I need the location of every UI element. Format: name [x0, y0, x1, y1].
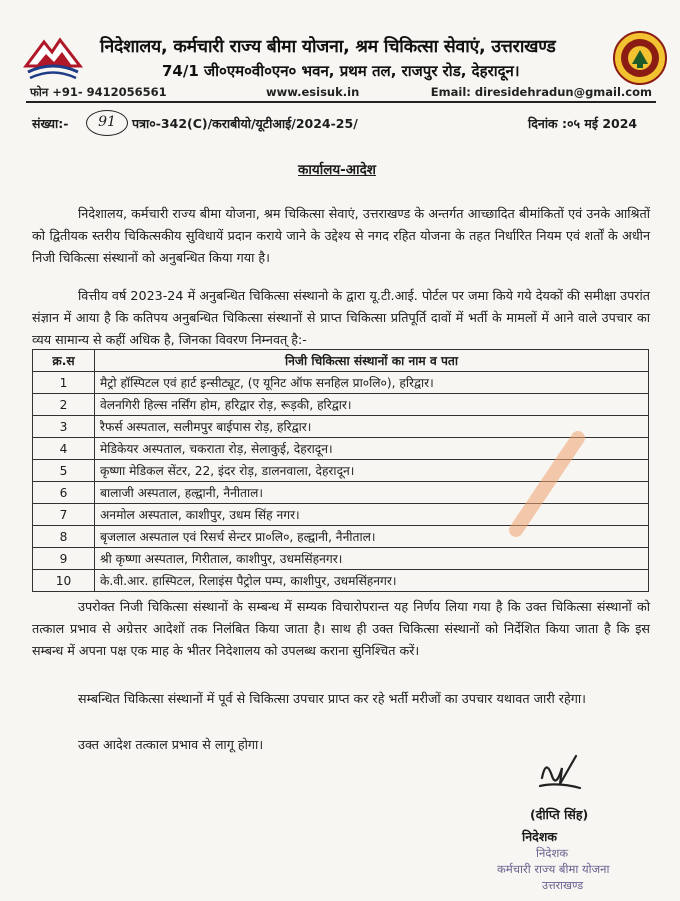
hospital-cell: मैट्रो हॉस्पिटल एवं हार्ट इन्सीट्यूट, (ए यूनिट ऑफ सनहिल प्रा०लि०), हरिद्वार। [95, 372, 649, 394]
serial-cell: 5 [33, 460, 95, 482]
serial-cell: 7 [33, 504, 95, 526]
hospital-cell: वेलनगिरी हिल्स नर्सिंग होम, हरिद्वार रोड़, रूड़की, हरिद्वार। [95, 394, 649, 416]
highlighter-mark [508, 430, 588, 540]
table-row [33, 394, 649, 416]
header-serial: क्र.स [33, 350, 95, 372]
letter-reference: पत्रा०-342(C)/कराबीयो/यूटीआई/2024-25/ [132, 116, 358, 131]
number-label: संख्या:- [32, 116, 69, 131]
letter-date: दिनांक :०५ मई 2024 [528, 116, 638, 131]
hospital-cell: कृष्णा मेडिकल सेंटर, 22, इंदर रोड़, डालनवाला, देहरादून। [95, 460, 649, 482]
signature-icon [532, 748, 584, 796]
handwritten-number: 91 [86, 110, 128, 136]
esic-logo-icon [22, 30, 84, 82]
serial-cell: 6 [33, 482, 95, 504]
phone-number: फोन +91- 9412056561 [30, 85, 167, 99]
paragraph-continuity: सम्बन्धित चिकित्सा संस्थानों में पूर्व से चिकित्सा उपचार प्राप्त कर रहे भर्ती मरीजों का उपचार यथावत जारी रहेगा। [78, 691, 586, 706]
email-address[interactable]: Email: diresidehradun@gmail.com [430, 85, 652, 99]
serial-cell: 9 [33, 548, 95, 570]
header-divider [26, 101, 656, 103]
signatory-designation: निदेशक [522, 829, 557, 844]
serial-cell: 1 [33, 372, 95, 394]
header-hospital: निजी चिकित्सा संस्थानों का नाम व पता [95, 350, 649, 372]
hospital-cell: रैफर्स अस्पताल, सलीमपुर बाईपास रोड़, हरिद्वार। [95, 416, 649, 438]
org-title: निदेशालय, कर्मचारी राज्य बीमा योजना, श्रम चिकित्सा सेवाएं, उत्तराखण्ड [100, 37, 556, 57]
hospital-cell: बृजलाल अस्पताल एवं रिसर्च सेन्टर प्रा०लि०, हल्द्वानी, नैनीताल। [95, 526, 649, 548]
paragraph-intro: निदेशालय, कर्मचारी राज्य बीमा योजना, श्रम चिकित्सा सेवाएं, उत्तराखण्ड के अन्तर्गत आच्छादित बीमांकितों एवं उनके आश्रितों को द्वितीयक स्तरीय चिकित्सकीय सुविधायें प्रदान कराये जाने के उद्देश्य से नगद रहित योजना के तहत निर्धारित नियम एवं शर्तों के अधीन निजी चिकित्सा संस्थानों को अनुबन्धित किया गया है। [32, 206, 650, 265]
hospital-cell: श्री कृष्णा अस्पताल, गिरीताल, काशीपुर, उधमसिंहनगर। [95, 548, 649, 570]
paragraph-decision: उपरोक्त निजी चिकित्सा संस्थानों के सम्बन्ध में सम्यक विचारोपरान्त यह निर्णय लिया गया है कि उक्त चिकित्सा संस्थानों को तत्काल प्रभाव से अग्रेत्तर आदेशों तक निलंबित किया जाता है। साथ ही उक्त चिकित्सा संस्थानों को निर्देशित किया जाता है कि इस सम्बन्ध में अपना पक्ष एक माह के भीतर निदेशालय को उपलब्ध कराना सुनिश्चित करें। [32, 599, 650, 658]
serial-cell: 4 [33, 438, 95, 460]
table-row [33, 570, 649, 592]
signatory-name: (दीप्ति सिंह) [530, 807, 589, 822]
table-header-row [33, 350, 649, 372]
uttarakhand-emblem-icon [612, 30, 668, 86]
office-order-heading: कार्यालय-आदेश [298, 162, 376, 178]
serial-cell: 2 [33, 394, 95, 416]
hospital-cell: मेडिकेयर अस्पताल, चकराता रोड़, सेलाकुई, देहरादून। [95, 438, 649, 460]
hospital-cell: अनमोल अस्पताल, काशीपुर, उधम सिंह नगर। [95, 504, 649, 526]
serial-cell: 3 [33, 416, 95, 438]
table-row [33, 548, 649, 570]
paragraph-review: वित्तीय वर्ष 2023-24 में अनुबन्धित चिकित्सा संस्थानो के द्वारा यू.टी.आई. पोर्टल पर जमा किये गये देयकों की समीक्षा उपरांत संज्ञान में आया है कि कतिपय अनुबन्धित चिकित्सा संस्थानों से प्राप्त चिकित्सा प्रतिपूर्ति दावों में भर्ती के मामलों में आने वाले उपचार का व्यय सामान्य से कहीं अधिक है, जिनका विवरण निम्नवत् है:- [32, 288, 650, 347]
table-row [33, 372, 649, 394]
org-address: 74/1 जी०एम०वी०एन० भवन, प्रथम तल, राजपुर रोड, देहरादून। [162, 62, 520, 80]
serial-cell: 10 [33, 570, 95, 592]
stamp-line: उत्तराखण्ड [542, 879, 584, 892]
reference-row [32, 112, 654, 134]
hospital-cell: बालाजी अस्पताल, हल्द्वानी, नैनीताल। [95, 482, 649, 504]
paragraph-effect: उक्त आदेश तत्काल प्रभाव से लागू होगा। [78, 737, 264, 752]
hospital-cell: के.वी.आर. हास्पिटल, रिलाइंस पैट्रोल पम्प, काशीपुर, उधमसिंहनगर। [95, 570, 649, 592]
serial-cell: 8 [33, 526, 95, 548]
stamp-line: कर्मचारी राज्य बीमा योजना [497, 862, 610, 876]
website-link[interactable]: www.esisuk.in [266, 85, 360, 99]
stamp-line: निदेशक [536, 846, 569, 860]
